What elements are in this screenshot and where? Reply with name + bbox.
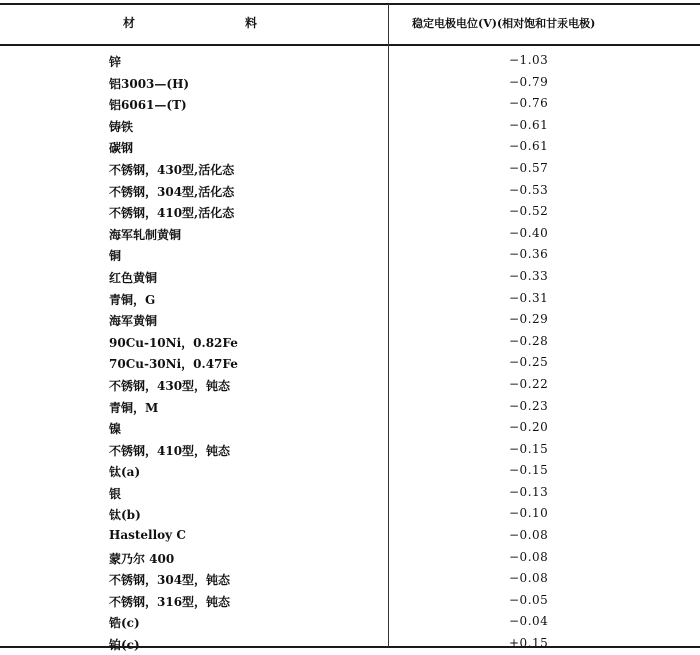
table-row: [0, 439, 700, 461]
potential-value: −0.10: [509, 506, 549, 521]
table-row: [0, 158, 700, 180]
material-name: 锌: [109, 55, 122, 69]
table-row: [0, 374, 700, 396]
potential-value: −1.03: [509, 53, 549, 67]
potential-value: −0.08: [509, 549, 549, 564]
potential-value: −0.61: [509, 139, 549, 154]
material-name: 不锈钢，430型,活化态: [109, 162, 235, 177]
table-row: [0, 396, 700, 418]
potential-value: −0.28: [509, 333, 549, 348]
table-row: [0, 482, 700, 504]
table-row: [0, 547, 700, 569]
material-name: 银: [109, 486, 122, 501]
material-name: 不锈钢，304型,活化态: [109, 184, 235, 199]
potential-value: −0.57: [509, 160, 549, 175]
material-name: 碳钢: [109, 141, 134, 156]
material-name: 铂(c): [109, 638, 140, 653]
potential-value: −0.08: [509, 528, 549, 543]
header-material: [0, 14, 388, 34]
table-row: [0, 50, 700, 72]
material-name: 不锈钢，316型，钝态: [109, 594, 231, 609]
potential-value: −0.22: [509, 376, 549, 391]
material-name: Hastelloy C: [109, 528, 186, 543]
potential-value: −0.53: [509, 182, 549, 197]
table-row: [0, 590, 700, 612]
potential-value: −0.40: [509, 225, 549, 240]
potential-value: −0.76: [509, 96, 549, 111]
potential-value: −0.23: [509, 398, 549, 413]
table-row: [0, 266, 700, 288]
material-name: 镍: [109, 422, 122, 437]
table-header-rule: [0, 44, 700, 46]
table-row: [0, 525, 700, 547]
table-row: [0, 136, 700, 158]
table-row: [0, 72, 700, 94]
table-body: [0, 50, 700, 655]
table-row: [0, 417, 700, 439]
table-row: [0, 180, 700, 202]
potential-value: −0.13: [509, 484, 549, 499]
potential-value: −0.36: [509, 247, 549, 262]
material-name: 蒙乃尔 400: [109, 551, 175, 566]
material-name: 不锈钢，410型,活化态: [109, 206, 235, 221]
table-top-rule: [0, 3, 700, 5]
potential-value: −0.04: [509, 614, 549, 629]
table-row: [0, 331, 700, 353]
table-row: [0, 93, 700, 115]
potential-value: −0.15: [509, 441, 549, 456]
header-material-char2: 料: [245, 16, 259, 30]
header-material-char1: 材: [123, 16, 137, 30]
material-name: 钛(b): [109, 508, 141, 523]
material-name: 不锈钢，304型，钝态: [109, 573, 231, 588]
table-row: [0, 568, 700, 590]
table-row: [0, 288, 700, 310]
potential-value: −0.52: [509, 204, 549, 219]
potential-value: −0.08: [509, 571, 549, 586]
table-row: [0, 115, 700, 137]
potential-value: −0.61: [509, 117, 549, 132]
potential-value: −0.29: [509, 312, 549, 327]
material-name: 青铜，G: [109, 292, 156, 307]
material-name: 锆(c): [109, 616, 140, 631]
potential-value: −0.33: [509, 268, 549, 283]
potential-value: −0.05: [509, 592, 549, 607]
material-name: 铜: [109, 249, 122, 264]
material-name: 红色黄铜: [109, 270, 158, 285]
potential-value: −0.31: [509, 290, 549, 305]
table-row: [0, 460, 700, 482]
header-potential: 稳定电极电位(V)(相对饱和甘汞电极): [412, 17, 596, 30]
material-name: 铝3003—(H): [109, 76, 190, 91]
table-row: [0, 503, 700, 525]
table-row: [0, 244, 700, 266]
material-name: 铝6061—(T): [109, 98, 187, 113]
potential-value: +0.15: [509, 636, 549, 651]
table-row: [0, 201, 700, 223]
material-name: 青铜，M: [109, 400, 159, 415]
table-row: [0, 223, 700, 245]
potential-value: −0.20: [509, 420, 549, 435]
potential-value: −0.15: [509, 463, 549, 478]
material-name: 钛(a): [109, 465, 141, 480]
material-name: 不锈钢，410型，钝态: [109, 443, 231, 458]
table-row: [0, 611, 700, 633]
table-row: [0, 352, 700, 374]
table-row: [0, 633, 700, 655]
potential-value: −0.79: [509, 74, 549, 89]
material-name: 90Cu-10Ni，0.82Fe: [109, 335, 238, 350]
material-name: 海军黄铜: [109, 314, 158, 329]
material-name: 铸铁: [109, 119, 134, 134]
material-name: 不锈钢，430型，钝态: [109, 378, 231, 393]
material-name: 70Cu-30Ni，0.47Fe: [109, 357, 238, 372]
material-name: 海军轧制黄铜: [109, 227, 182, 242]
table-row: [0, 309, 700, 331]
potential-value: −0.25: [509, 355, 549, 370]
